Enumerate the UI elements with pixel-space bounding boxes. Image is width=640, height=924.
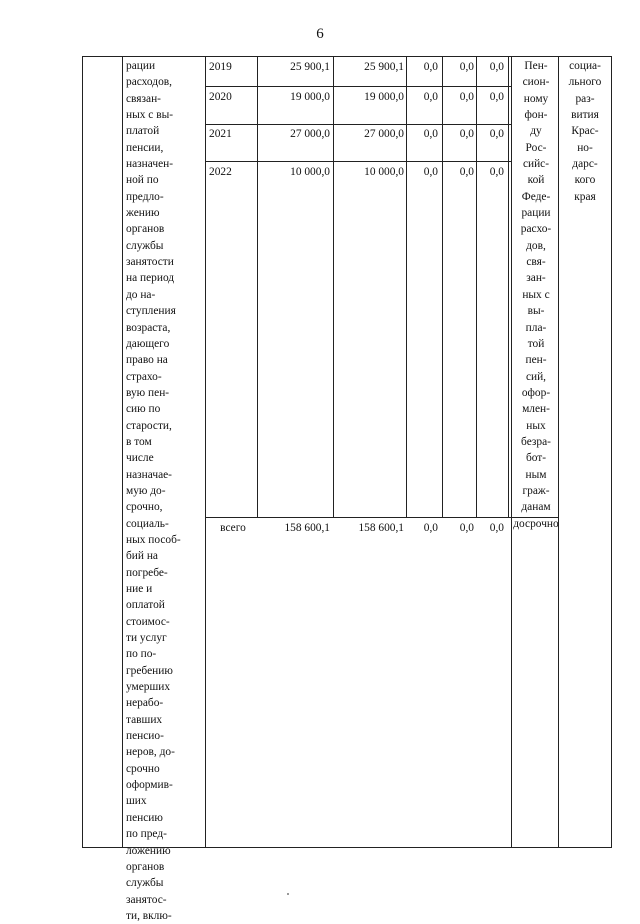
description-line: на период	[126, 272, 175, 285]
description-line: оформив-	[126, 779, 173, 792]
value-cell: 0,0	[423, 61, 438, 73]
table-divider	[442, 56, 443, 518]
year-cell: 2019	[209, 61, 232, 73]
fund-line: безра-	[521, 435, 551, 448]
description-line: органов	[126, 223, 165, 236]
table-divider	[476, 56, 477, 518]
fund-line: Феде-	[521, 190, 551, 203]
fund-line: кой	[527, 174, 545, 187]
row-divider	[205, 517, 559, 518]
description-line: неров, до-	[126, 746, 175, 759]
fund-line: вы-	[527, 305, 545, 318]
program-line: раз-	[575, 92, 595, 105]
description-line: ние и	[126, 583, 153, 595]
year-cell: 2020	[209, 91, 232, 103]
table-border-left	[82, 56, 83, 848]
table-divider	[508, 56, 509, 518]
description-line: бий на	[126, 550, 158, 563]
value-cell: 0,0	[489, 61, 504, 73]
fund-line: рации	[521, 207, 551, 220]
description-line: ти услуг	[126, 632, 167, 645]
description-line: возраста,	[126, 321, 171, 334]
recipient-fund-text	[513, 58, 559, 532]
regional-budget-cell: 158 600,1	[358, 522, 404, 534]
fund-line: фон-	[524, 109, 548, 122]
regional-budget-cell: 19 000,0	[364, 91, 404, 103]
program-line: кого	[574, 174, 596, 187]
table-border-top	[82, 56, 612, 57]
description-line: пенсии,	[126, 141, 164, 154]
program-line: края	[574, 190, 596, 203]
description-line: гребению	[126, 664, 173, 677]
description-line: ших	[126, 795, 147, 808]
table-divider	[333, 56, 334, 518]
row-divider	[205, 124, 511, 125]
fund-line: сион-	[522, 76, 550, 89]
description-line: связан-	[126, 92, 161, 105]
description-line: занятос-	[126, 893, 167, 906]
fund-line: сийс-	[522, 158, 550, 171]
description-line: числе	[126, 452, 154, 465]
fund-line: ных с	[522, 288, 550, 301]
program-line: социа-	[569, 60, 601, 72]
description-line: тавших	[126, 713, 163, 726]
fund-line: Рос-	[525, 141, 547, 154]
description-line: ных пособ-	[126, 533, 181, 546]
table-divider	[122, 56, 123, 848]
description-line: умерших	[126, 681, 171, 694]
regional-budget-cell: 25 900,1	[364, 61, 404, 73]
fund-line: досрочно	[513, 517, 559, 530]
total-label-cell: всего	[220, 522, 246, 534]
table-divider	[205, 56, 206, 848]
program-line: но-	[577, 141, 593, 154]
fund-line: пла-	[525, 321, 547, 334]
fund-line: ным	[525, 468, 547, 481]
value-cell: 0,0	[489, 522, 504, 534]
fund-line: сий,	[525, 370, 547, 383]
description-line: платой	[126, 125, 160, 138]
fund-line: граж-	[522, 484, 550, 497]
value-cell: 0,0	[423, 91, 438, 103]
table-divider	[406, 56, 407, 518]
description-line: в том	[126, 435, 152, 448]
value-cell: 0,0	[459, 91, 474, 103]
description-line: старости,	[126, 419, 172, 432]
fund-line: зан-	[526, 272, 546, 285]
description-line: назначае-	[126, 468, 172, 481]
year-cell: 2021	[209, 128, 232, 140]
value-cell: 0,0	[459, 522, 474, 534]
measure-description	[126, 58, 204, 924]
description-line: пенсию	[126, 811, 163, 824]
total-amount-cell: 27 000,0	[290, 128, 330, 140]
value-cell: 0,0	[459, 128, 474, 140]
fund-line: ному	[523, 92, 549, 105]
program-line: вития	[571, 109, 599, 122]
regional-budget-cell: 10 000,0	[364, 166, 404, 178]
program-line: льного	[568, 76, 602, 89]
value-cell: 0,0	[423, 522, 438, 534]
description-line: органов	[126, 860, 165, 873]
value-cell: 0,0	[489, 166, 504, 178]
description-line: ных с вы-	[126, 109, 174, 122]
table-border-right	[611, 56, 612, 848]
row-divider	[205, 161, 511, 162]
description-line: вую пен-	[126, 386, 170, 399]
value-cell: 0,0	[459, 61, 474, 73]
description-line: срочно,	[126, 501, 163, 514]
fund-line: ду	[530, 125, 542, 138]
description-line: занятости	[126, 256, 174, 269]
description-line: по пред-	[126, 828, 167, 841]
total-amount-cell: 10 000,0	[290, 166, 330, 178]
description-line: по по-	[126, 648, 157, 661]
description-line: стоимос-	[126, 615, 170, 628]
program-line: Крас-	[571, 125, 599, 138]
page-number: 6	[316, 26, 324, 42]
value-cell: 0,0	[489, 128, 504, 140]
year-cell: 2022	[209, 166, 232, 178]
description-line: срочно	[126, 762, 160, 775]
scan-speck	[287, 893, 289, 895]
fund-line: Пен-	[524, 60, 548, 72]
description-line: расходов,	[126, 76, 173, 89]
total-amount-cell: 19 000,0	[290, 91, 330, 103]
fund-line: той	[527, 337, 545, 350]
description-line: рации	[126, 60, 156, 72]
description-line: назначен-	[126, 158, 174, 171]
description-line: ти, вклю-	[126, 909, 172, 922]
value-cell: 0,0	[423, 128, 438, 140]
description-line: до на-	[126, 288, 156, 301]
description-line: службы	[126, 877, 164, 890]
fund-line: ных	[526, 419, 546, 432]
description-line: право на	[126, 354, 168, 367]
value-cell: 0,0	[489, 91, 504, 103]
description-line: службы	[126, 239, 164, 252]
description-line: ной по	[126, 174, 159, 187]
fund-line: дов,	[526, 239, 546, 252]
description-line: страхо-	[126, 370, 162, 383]
fund-line: офор-	[521, 386, 551, 399]
description-line: мую до-	[126, 484, 166, 497]
fund-line: млен-	[522, 403, 550, 416]
description-line: пенсио-	[126, 730, 164, 743]
description-line: сию по	[126, 403, 161, 416]
value-cell: 0,0	[423, 166, 438, 178]
program-line: дарс-	[572, 158, 598, 171]
total-amount-cell: 25 900,1	[290, 61, 330, 73]
value-cell: 0,0	[459, 166, 474, 178]
description-line: предло-	[126, 190, 164, 203]
description-line: жению	[126, 207, 160, 220]
description-line: нерабо-	[126, 697, 164, 710]
row-divider	[205, 86, 511, 87]
description-line: ложению	[126, 844, 171, 857]
fund-line: расхо-	[520, 223, 552, 236]
fund-line: пен-	[525, 354, 547, 367]
fund-line: данам	[521, 501, 551, 514]
description-line: погребе-	[126, 566, 168, 579]
program-text	[561, 58, 609, 205]
description-line: социаль-	[126, 517, 169, 530]
total-amount-cell: 158 600,1	[284, 522, 330, 534]
table-divider	[511, 56, 512, 848]
description-line: оплатой	[126, 599, 165, 612]
table-divider	[257, 56, 258, 518]
fund-line: бот-	[525, 452, 547, 465]
description-line: ступления	[126, 305, 176, 318]
regional-budget-cell: 27 000,0	[364, 128, 404, 140]
fund-line: свя-	[526, 256, 546, 269]
description-line: дающего	[126, 337, 170, 350]
